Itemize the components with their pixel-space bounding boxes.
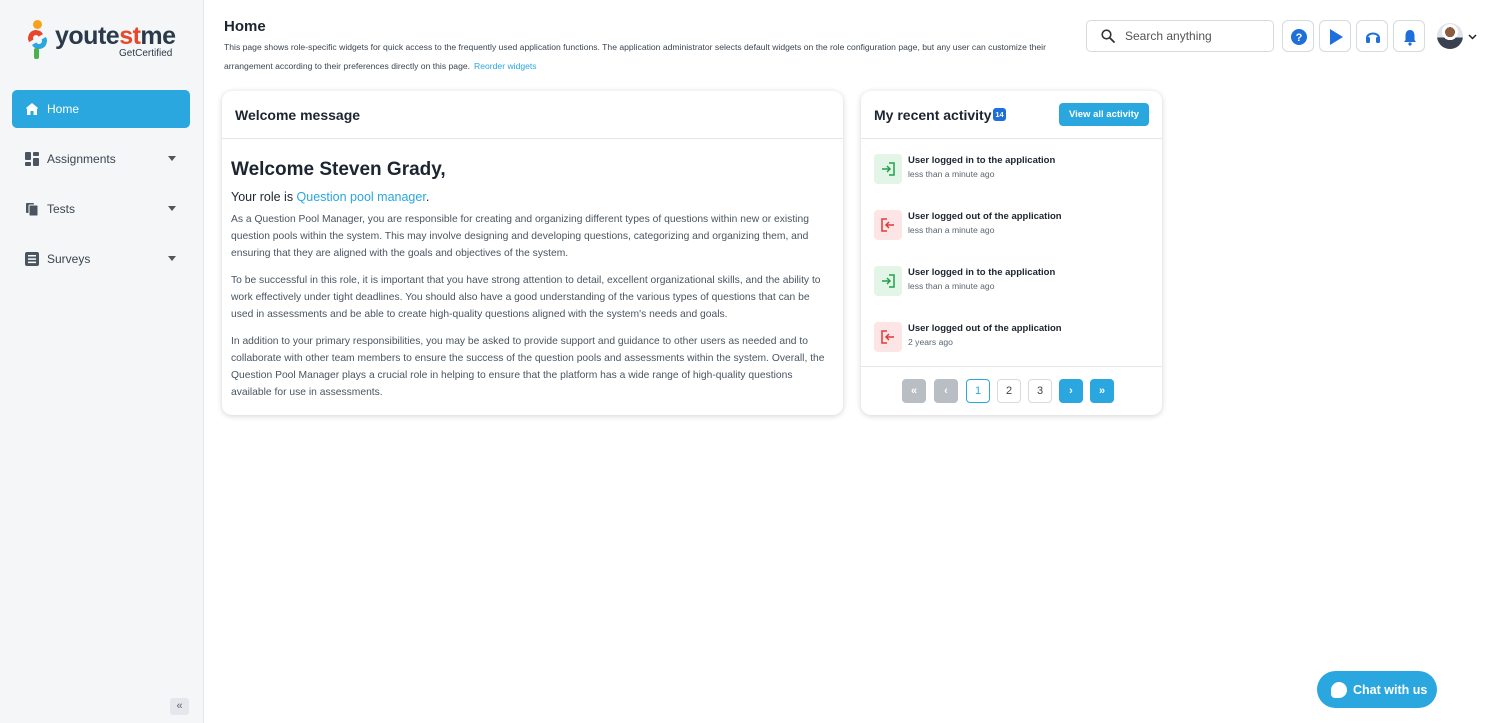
recent-activity-widget <box>861 91 1162 415</box>
next-page-button[interactable]: › <box>1059 379 1083 403</box>
widget-title: My recent activity <box>874 107 992 123</box>
sidebar-item-label: Home <box>47 102 80 116</box>
activity-list <box>861 140 1162 367</box>
view-all-activity-button[interactable]: View all activity <box>1059 103 1149 126</box>
chevron-down-icon[interactable] <box>1468 34 1477 40</box>
brand-tagline: GetCertified <box>119 48 173 59</box>
welcome-message-widget <box>222 91 843 415</box>
activity-title: User logged out of the application <box>908 211 1062 222</box>
activity-count-badge: 14 <box>993 108 1006 121</box>
support-button[interactable] <box>1356 20 1388 52</box>
activity-title: User logged out of the application <box>908 323 1062 334</box>
avatar[interactable] <box>1437 23 1463 49</box>
sidebar-item-tests[interactable] <box>12 190 190 228</box>
last-page-button[interactable]: » <box>1090 379 1114 403</box>
widget-title: Welcome message <box>235 107 361 123</box>
search-icon <box>1101 29 1115 43</box>
page-button-3[interactable]: 3 <box>1028 379 1052 403</box>
sidebar-item-assignments[interactable] <box>12 140 190 178</box>
page-title: Home <box>224 18 266 35</box>
assignments-icon <box>25 152 39 166</box>
bell-icon <box>1401 28 1419 46</box>
search-input[interactable] <box>1125 27 1265 45</box>
sidebar-item-label: Surveys <box>47 252 91 266</box>
welcome-heading: Welcome Steven Grady, <box>231 159 446 180</box>
sidebar-nav <box>12 90 190 290</box>
activity-title: User logged in to the application <box>908 267 1056 278</box>
activity-time: less than a minute ago <box>908 281 995 291</box>
chevron-down-icon <box>168 156 176 161</box>
welcome-paragraph: To be successful in this role, it is important that you have strong attention to detail, excellent organizational skills, and the ability to work effectively under tight deadlines. You should also have a good understanding of the various types of questions that can be used in assessments and be able to create high-quality questions aligned with the system's needs and goals. <box>231 275 821 320</box>
video-tutorial-button[interactable] <box>1319 20 1351 52</box>
role-prefix: Your role is <box>231 190 297 204</box>
widget-header <box>222 91 843 139</box>
first-page-button[interactable]: « <box>902 379 926 403</box>
list-item[interactable] <box>874 320 1154 360</box>
chat-bubble-icon <box>1331 682 1347 698</box>
tests-icon <box>25 202 39 216</box>
home-icon <box>25 102 39 116</box>
sidebar <box>0 0 204 723</box>
logout-icon <box>874 210 902 240</box>
list-item[interactable] <box>874 208 1154 248</box>
list-item[interactable] <box>874 152 1154 192</box>
sidebar-item-surveys[interactable] <box>12 240 190 278</box>
play-icon <box>1327 28 1345 46</box>
login-icon <box>874 266 902 296</box>
welcome-paragraph: In addition to your primary responsibilities, you may be asked to provide support and guidance to other users as needed and to collaborate with other team members to ensure the success of the question pools and assessments within the system. Overall, the Question Pool Manager plays a crucial role in helping to ensure that the platform has a wide range of high-quality questions available for use in assessments. <box>231 336 825 398</box>
sidebar-item-label: Tests <box>47 202 76 216</box>
role-line <box>231 190 833 204</box>
page-button-2[interactable]: 2 <box>997 379 1021 403</box>
search-box[interactable] <box>1086 20 1274 52</box>
login-icon <box>874 154 902 184</box>
activity-time: less than a minute ago <box>908 169 995 179</box>
surveys-icon <box>25 252 39 266</box>
brand-logo[interactable] <box>27 18 187 62</box>
help-icon <box>1290 28 1308 46</box>
sidebar-item-label: Assignments <box>47 152 116 166</box>
chevron-down-icon <box>168 256 176 261</box>
list-item[interactable] <box>874 264 1154 304</box>
role-suffix: . <box>425 190 430 204</box>
widget-header <box>861 91 1162 139</box>
notifications-button[interactable] <box>1393 20 1425 52</box>
chat-button-label: Chat with us <box>1353 682 1428 697</box>
page-description <box>224 38 1054 76</box>
help-button[interactable] <box>1282 20 1314 52</box>
activity-title: User logged in to the application <box>908 155 1056 166</box>
collapse-sidebar-button[interactable]: « <box>170 698 189 715</box>
logo-mark-icon <box>27 18 49 60</box>
prev-page-button[interactable]: ‹ <box>934 379 958 403</box>
sidebar-item-home[interactable] <box>12 90 190 128</box>
chat-button[interactable] <box>1317 671 1437 708</box>
reorder-widgets-link[interactable]: Reorder widgets <box>474 61 537 71</box>
brand-name: youtestme <box>55 22 176 50</box>
logout-icon <box>874 322 902 352</box>
chevron-down-icon <box>168 206 176 211</box>
welcome-body <box>222 139 843 401</box>
activity-time: less than a minute ago <box>908 225 995 235</box>
role-name: Question pool manager <box>296 190 426 204</box>
headset-icon <box>1364 28 1382 46</box>
page-description-text: This page shows role-specific widgets for quick access to the frequently used application functions. The application administrator selects default widgets on the role configuration page, but any user can customize their arrangement according to their preferences directly on this page. <box>224 42 1046 71</box>
svg-text:?: ? <box>1295 32 1303 44</box>
activity-time: 2 years ago <box>908 337 953 347</box>
page-button-1[interactable]: 1 <box>966 379 990 403</box>
welcome-paragraph: As a Question Pool Manager, you are responsible for creating and organizing different types of questions within new or existing question pools within the system. This may involve designing and developing questions, categorizing and organizing them, and ensuring that they are aligned with the goals and objectives of the system. <box>231 214 809 259</box>
